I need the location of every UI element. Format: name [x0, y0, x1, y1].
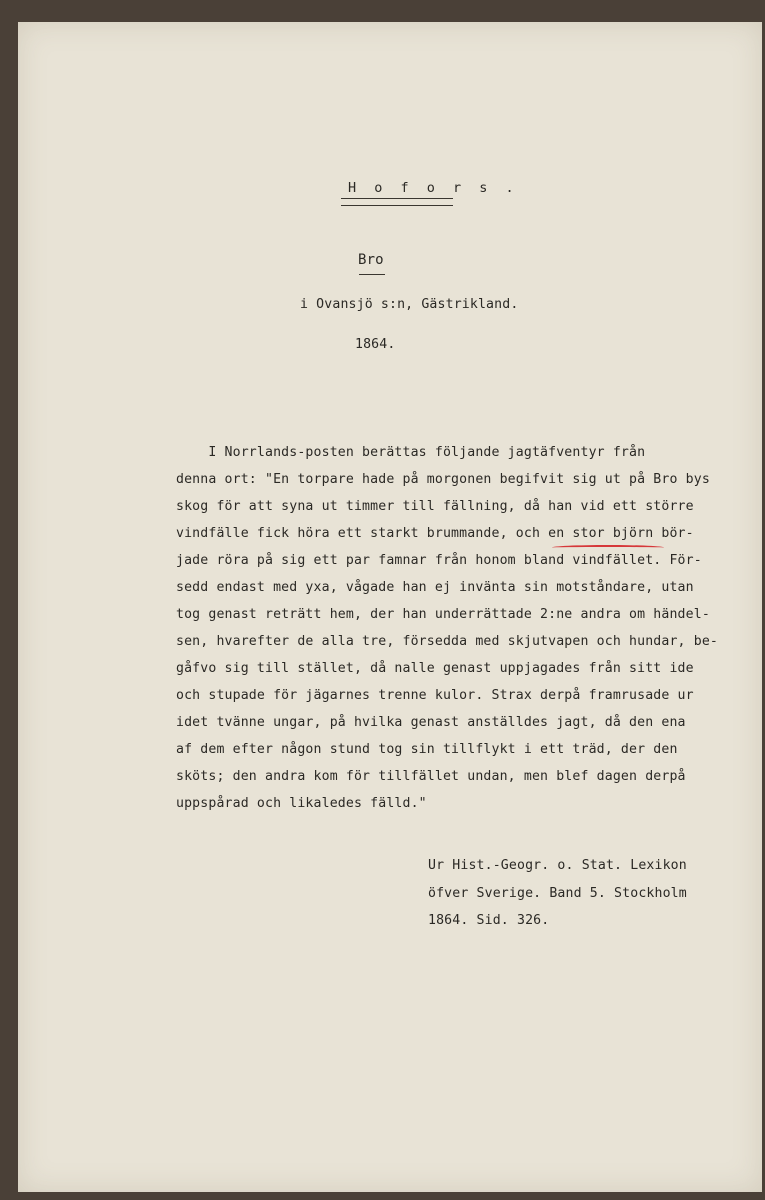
- body-line: sen, hvarefter de alla tre, försedda med skjutvapen och hundar, be-: [176, 634, 718, 649]
- body-line: sedd endast med yxa, vågade han ej invänta sin motståndare, utan: [176, 580, 694, 595]
- body-line: jade röra på sig ett par famnar från honom bland vindfället. För-: [176, 553, 702, 568]
- body-line: uppspårad och likaledes fälld.": [176, 796, 427, 811]
- source-citation-line: Ur Hist.-Geogr. o. Stat. Lexikon: [428, 858, 687, 873]
- paper-sheet: [18, 22, 762, 1192]
- place-line: i Ovansjö s:n, Gästrikland.: [300, 297, 519, 312]
- document-title: H o f o r s .: [348, 180, 519, 196]
- body-line: vindfälle fick höra ett starkt brummande, och en stor björn bör-: [176, 526, 694, 541]
- body-line: och stupade för jägarnes trenne kulor. Strax derpå framrusade ur: [176, 688, 694, 703]
- year-line: 1864.: [355, 337, 396, 352]
- body-line: sköts; den andra kom för tillfället undan, men blef dagen derpå: [176, 769, 686, 784]
- red-pencil-underline: [552, 545, 664, 550]
- body-line: denna ort: "En torpare hade på morgonen begifvit sig ut på Bro bys: [176, 472, 710, 487]
- body-line: idet tvänne ungar, på hvilka genast anställdes jagt, då den ena: [176, 715, 686, 730]
- body-line: skog för att syna ut timmer till fällning, då han vid ett större: [176, 499, 694, 514]
- source-citation-line: öfver Sverige. Band 5. Stockholm: [428, 886, 687, 901]
- title-double-underline: [341, 198, 453, 206]
- source-citation-line: 1864. Sid. 326.: [428, 913, 550, 928]
- body-line: af dem efter någon stund tog sin tillflykt i ett träd, der den: [176, 742, 678, 757]
- body-line: gåfvo sig till stället, då nalle genast uppjagades från sitt ide: [176, 661, 694, 676]
- body-line: tog genast reträtt hem, der han underrättade 2:ne andra om händel-: [176, 607, 710, 622]
- document-subtitle: Bro: [358, 252, 384, 268]
- body-line: I Norrlands-posten berättas följande jagtäfventyr från: [176, 445, 646, 460]
- subtitle-underline: [359, 274, 385, 275]
